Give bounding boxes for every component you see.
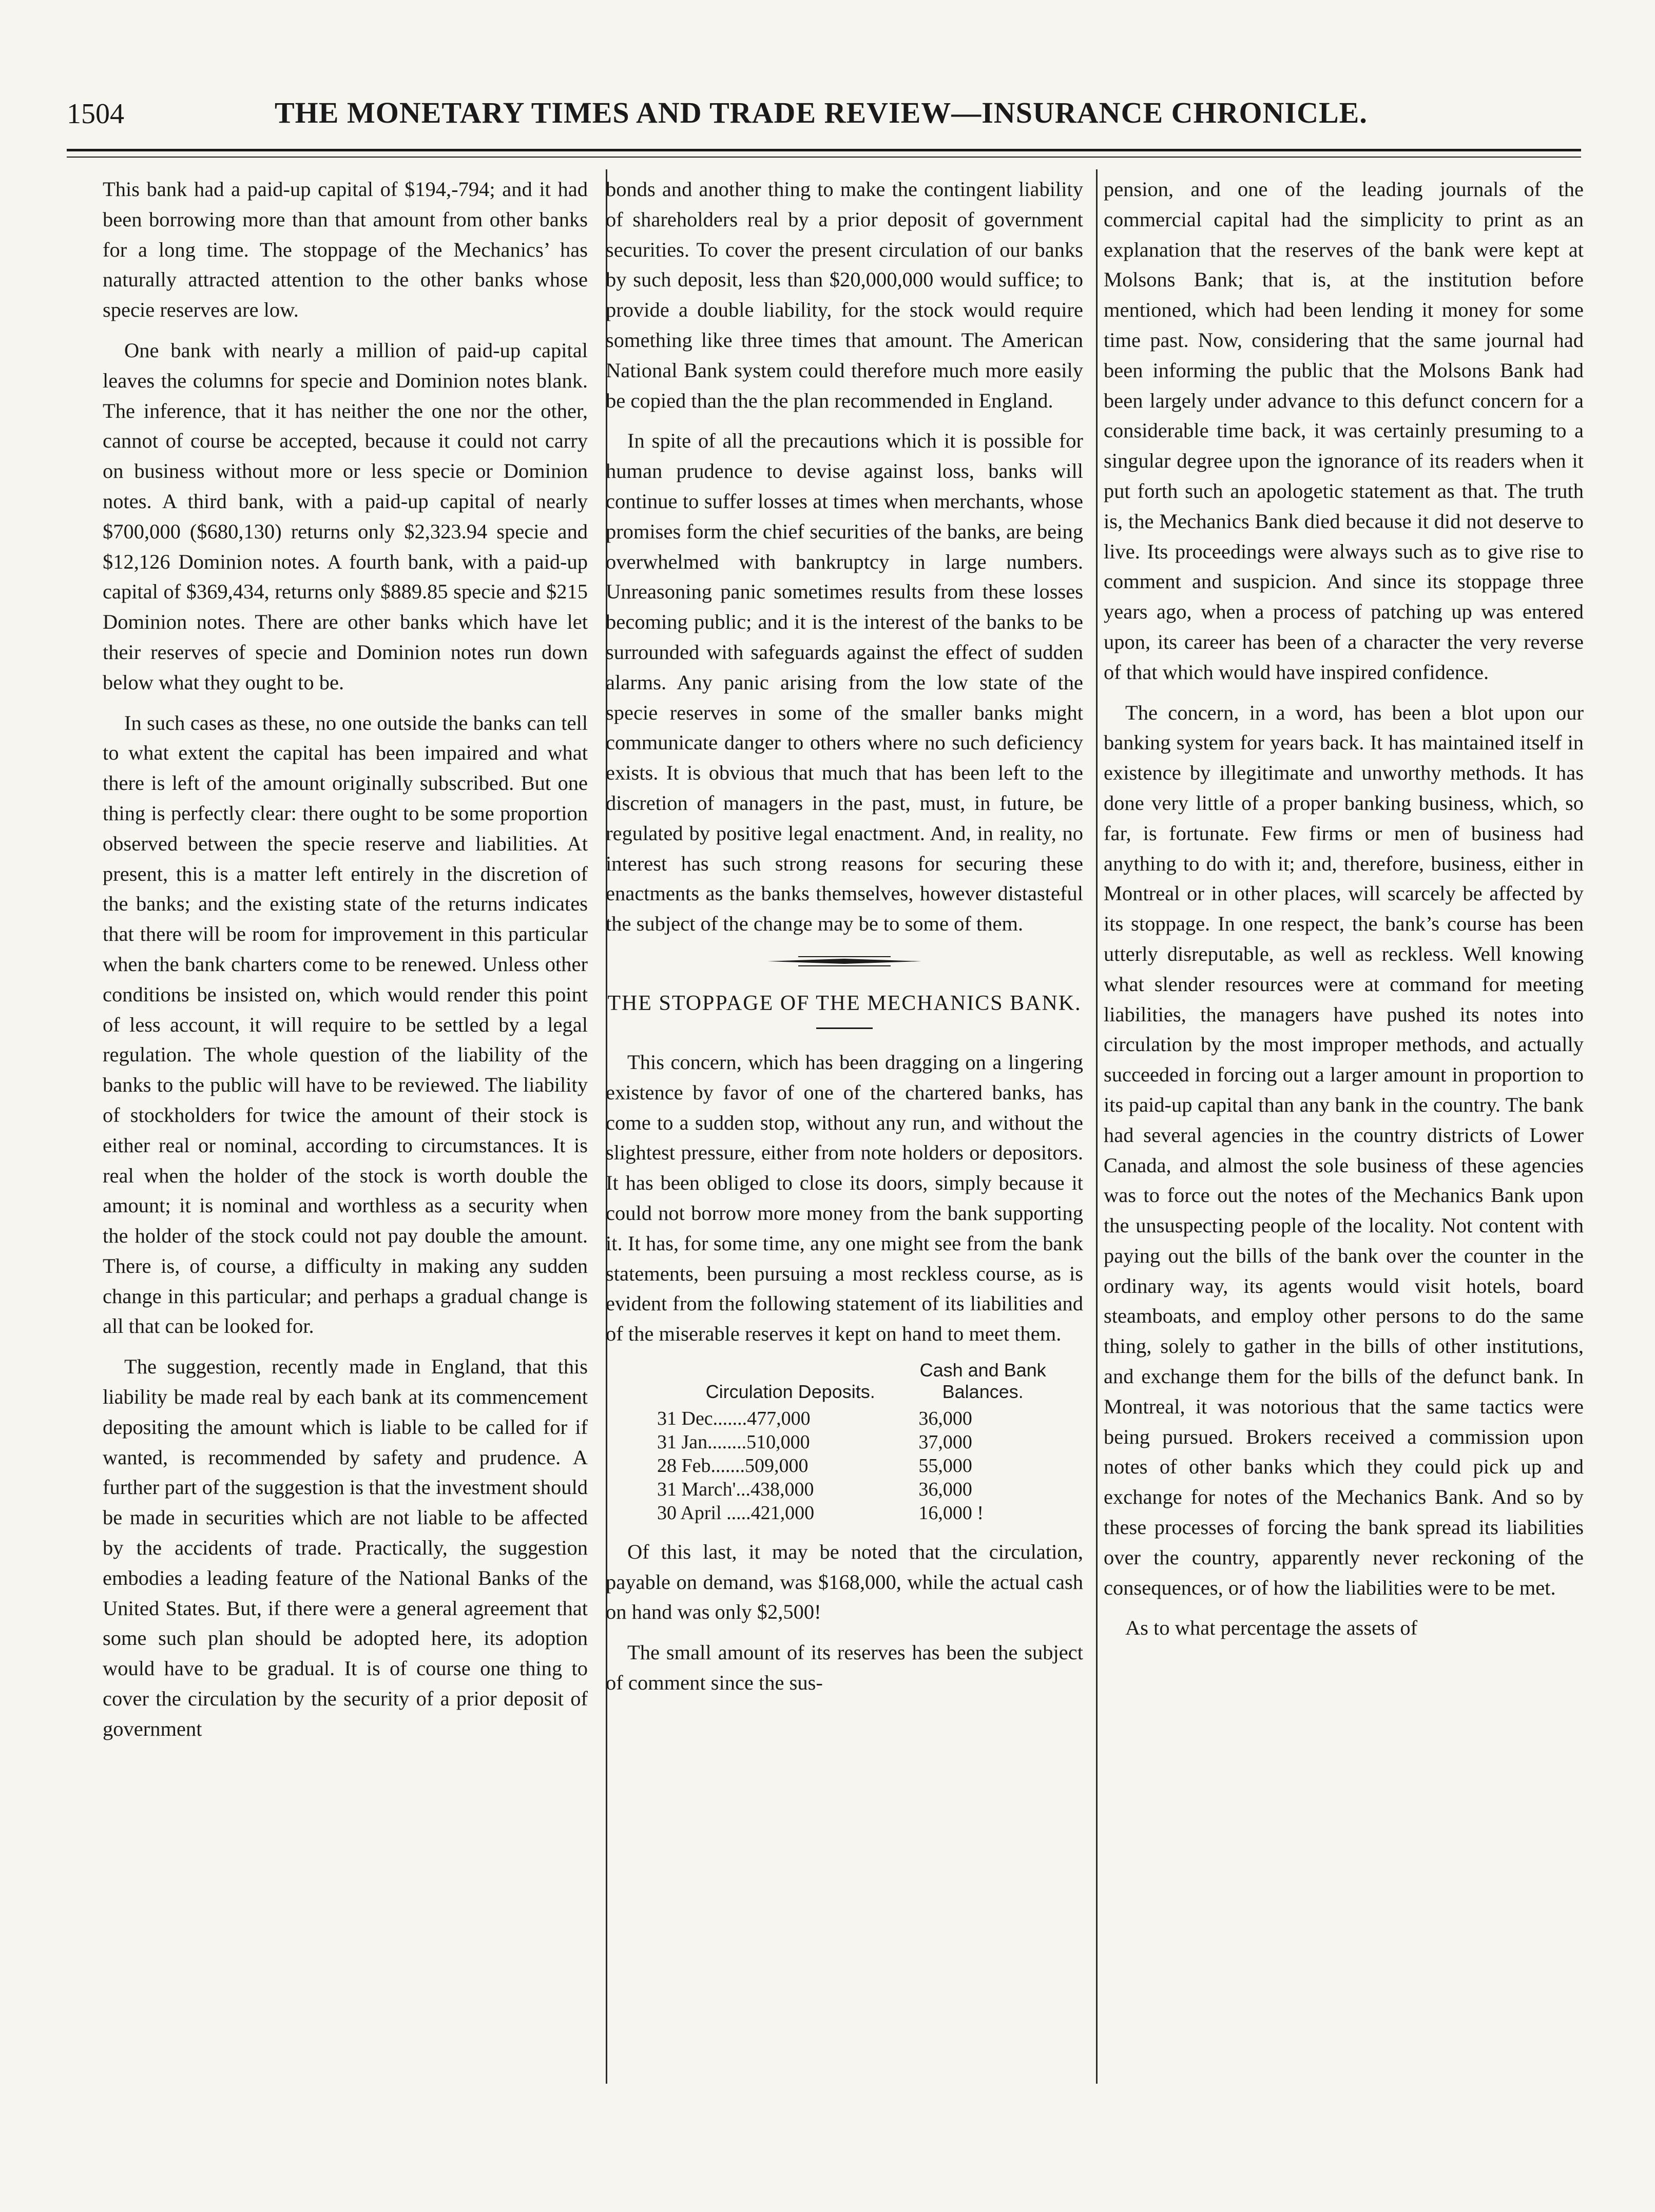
paragraph: The small amount of its reserves has been the subject of comment since the sus- xyxy=(606,1641,1083,1695)
cash-balance-cell: 16,000 ! xyxy=(918,1502,984,1524)
header-rule-thin xyxy=(67,157,1581,158)
table-row xyxy=(606,1501,1083,1525)
column-3 xyxy=(1104,174,1584,2084)
cash-balance-cell: 55,000 xyxy=(918,1454,972,1477)
header-rule-thick xyxy=(67,149,1581,151)
date-circulation-cell: 31 Jan........510,000 xyxy=(657,1431,810,1453)
paragraph: bonds and another thing to make the contingent liability of shareholders real by a prior deposit of government securities. To cover the present circulation of our banks by such deposit, less than $20,000,000 would suffice; to provide a double liability, for the stock would require something like three times that amount. The American National Bank system could therefore much more easily be copied than the the plan recommended in England. xyxy=(606,178,1083,412)
article-title: THE STOPPAGE OF THE MECHANICS BANK. xyxy=(607,991,1082,1015)
page-header xyxy=(67,92,1581,139)
table-row xyxy=(606,1478,1083,1501)
cash-balance-cell: 36,000 xyxy=(918,1478,972,1500)
bank-statement-table xyxy=(606,1360,1083,1525)
paragraph: This bank had a paid-up capital of $194,-794; and it had been borrowing more than that amount from other banks for a long time. The stoppage of the Mechanics’ has naturally attracted attention to the other banks whose specie reserves are low. xyxy=(103,178,588,322)
column-header: Cash and Bank Balances. xyxy=(919,1359,1046,1402)
column-1 xyxy=(103,174,588,2084)
paragraph: The concern, in a word, has been a blot upon our banking system for years back. It has maintained itself in existence by illegitimate and unworthy methods. It has done very little of a proper banking business, which, so far, is fortunate. Few firms or men of business had anything to do with it; and, therefore, business, either in Montreal or in other places, will scarcely be affected by its stoppage. In one respect, the bank’s course has been utterly disreputable, as well as reckless. Well knowing what slender resources were at command for meeting liabilities, the managers have pushed its notes into circulation by the most improper methods, and actually succeeded in forcing out a larger amount in proportion to its paid-up capital than any bank in the country. The bank had several agencies in the country districts of Lower Canada, and almost the sole business of these agencies was to force out the notes of the Mechanics Bank upon the unsuspecting people of the locality. Not content with paying out the bills of the bank over the counter in the ordinary way, its agents would visit hotels, board steamboats, and employ other persons to do the same thing, solely to gather in the bills of other institutions, and exchange them for the bills of the defunct bank. In Montreal, it was notorious that the same tactics were being pursued. Brokers received a commission upon notes of other banks which they could pick up and exchange for notes of the Mechanics Bank. And so by these processes of forcing the bank spread its liabilities over the country, apparently never reckoning of the consequences, or of how the liabilities were to be met. xyxy=(1104,701,1584,1599)
table-row xyxy=(606,1407,1083,1430)
paragraph: pension, and one of the leading journals of the commercial capital had the simplicity to print as an explanation that the reserves of the bank were kept at Molsons Bank; that is, at the institution before mentioned, which had been lending it money for some time past. Now, considering that the same journal had been informing the public that the Molsons Bank had been largely under advance to this defunct concern for a considerable time back, it was certainly presuming to a singular degree upon the ignorance of its readers when it put forth such an apologetic statement as that. The truth is, the Mechanics Bank died because it did not deserve to live. Its proceedings were always such as to give rise to comment and suspicion. And since its stoppage three years ago, when a process of patching up was entered upon, its career has been of a character the very reverse of that which would have inspired confidence. xyxy=(1104,178,1584,684)
cash-balance-cell: 37,000 xyxy=(918,1431,972,1453)
page-number: 1504 xyxy=(67,98,124,130)
article-continuation xyxy=(606,1537,1083,1698)
table-row xyxy=(606,1454,1083,1478)
paragraph: One bank with nearly a million of paid-up capital leaves the columns for specie and Dominion notes blank. The inference, that it has neither the one nor the other, cannot of course be accepted, because it could not carry on business without more or less specie or Dominion notes. A third bank, with a paid-up capital of nearly $700,000 ($680,130) returns only $2,323.94 specie and $12,126 Dominion notes. A fourth bank, with a paid-up capital of $369,434, returns only $889.85 specie and $215 Dominion notes. There are other banks which have let their reserves of specie and Dominion notes run down below what they ought to be. xyxy=(103,338,588,694)
date-circulation-cell: 30 April .....421,000 xyxy=(657,1502,815,1524)
paragraph: As to what percentage the assets of xyxy=(1125,1616,1418,1640)
ornament-rule-icon xyxy=(767,955,921,968)
article-intro: This concern, which has been dragging on a lingering existence by favor of one of the chartered banks, has come to a sudden stop, without any run, and without the slightest pressure, either from note holders or depositors. It has been obliged to close its doors, simply because it could not borrow more money from the bank supporting it. It has, for some time, any one might see from the bank statements, been pursuing a most reckless course, as is evident from the following statement of its liabilities and of the miserable reserves it kept on hand to meet them. xyxy=(606,1050,1083,1346)
paragraph: The suggestion, recently made in England, that this liability be made real by each bank at its commencement depositing the amount which is liable to be called for if wanted, is recommended by safety and prudence. A further part of the suggestion is that the investment should be made in securities which are not liable to be affected by the accidents of trade. Practically, the suggestion embodies a leading feature of the National Banks of the United States. But, if there were a general agreement that some such plan should be adopted here, its adoption would have to be gradual. It is of course one thing to cover the circulation by the security of a prior deposit of government xyxy=(103,1355,588,1740)
date-circulation-cell: 31 Dec.......477,000 xyxy=(657,1407,811,1429)
paragraph: In such cases as these, no one outside the banks can tell to what extent the capital has been impaired and what there is left of the amount originally subscribed. But one thing is perfectly clear: there ought to be some proportion observed between the specie reserve and liabilities. At present, this is a matter left entirely in the discretion of the banks; and the existing state of the returns indicates that there will be room for improvement in this particular when the bank charters come to be renewed. Unless other conditions be insisted on, which would render this point of less account, it will require to be settled by a legal regulation. The whole question of the liability of the banks to the public will have to be reviewed. The liability of stockholders for twice the amount of their stock is either real or nominal, according to circumstances. It is real when the holder of the stock is worth double the amount; it is nominal and worthless as a security when the holder of the stock could not pay double the amount. There is, of course, a difficulty in making any sudden change in this particular; and perhaps a gradual change is all that can be looked for. xyxy=(103,711,588,1338)
cash-balance-cell: 36,000 xyxy=(918,1407,972,1429)
date-circulation-cell: 28 Feb.......509,000 xyxy=(657,1454,809,1477)
column-2-text xyxy=(606,174,1083,939)
column-divider xyxy=(1096,169,1098,2084)
page-title: THE MONETARY TIMES AND TRADE REVIEW—INSURANCE CHRONICLE. xyxy=(275,96,1368,129)
column-header: Circulation Deposits. xyxy=(705,1381,875,1402)
title-underline xyxy=(816,1027,873,1029)
table-row xyxy=(606,1430,1083,1454)
paragraph: In spite of all the precautions which it is possible for human prudence to devise against loss, banks will continue to suffer losses at times when merchants, whose promises form the chief securities of the banks, are being overwhelmed with bankruptcy in large numbers. Unreasoning panic sometimes results from these losses becoming public; and it is the interest of the banks to be surrounded with safeguards against the effect of sudden alarms. Any panic arising from the low state of the specie reserves in some of the smaller banks might communicate danger to others where no such deficiency exists. It is obvious that much that has been left to the discretion of managers in the past, must, in future, be regulated by positive legal enactment. And, in reality, no interest has such strong reasons for securing these enactments as the banks themselves, however distasteful the subject of the change may be to some of them. xyxy=(606,429,1083,936)
column-2 xyxy=(606,174,1083,2084)
date-circulation-cell: 31 March'...438,000 xyxy=(657,1478,814,1500)
paragraph: Of this last, it may be noted that the circulation, payable on demand, was $168,000, while the actual cash on hand was only $2,500! xyxy=(606,1540,1083,1624)
